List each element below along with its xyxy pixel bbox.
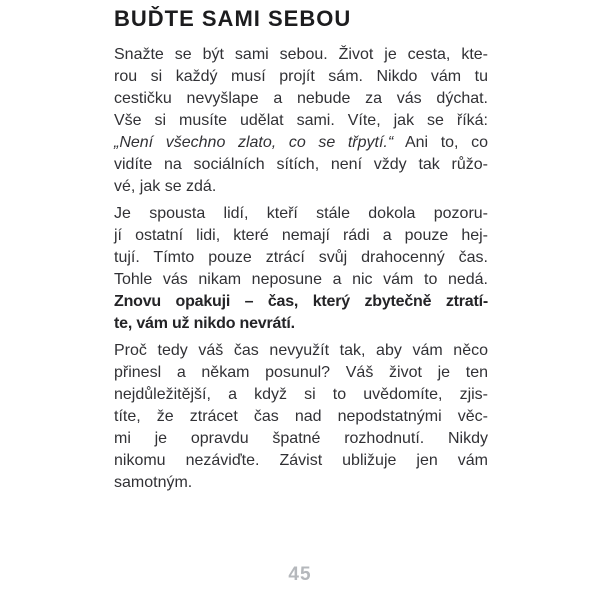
text-line xyxy=(114,132,488,154)
text-line xyxy=(114,88,488,110)
bold-text-run: Znovu opakuji – čas, který zbytečně ztratí- xyxy=(114,293,488,310)
bold-text-run: te, vám už nikdo nevrátí. xyxy=(114,315,295,332)
text-run: mi je opravdu špatné rozhodnutí. Nikdy xyxy=(114,430,488,447)
text-line xyxy=(114,340,488,362)
text-line xyxy=(114,66,488,88)
text-run: Tohle vás nikam neposune a nic vám to nedá. xyxy=(114,271,488,288)
text-line xyxy=(114,472,488,494)
text-run: títe, že ztrácet čas nad nepodstatnými věc- xyxy=(114,408,488,425)
chapter-title: BUĎTE SAMI SEBOU xyxy=(114,6,352,31)
text-run: rou si každý musí projít sám. Nikdo vám tu xyxy=(114,68,488,85)
page-content xyxy=(114,7,488,499)
text-run: tují. Tímto pouze ztrácí svůj drahocenný čas. xyxy=(114,249,488,266)
text-line xyxy=(114,203,488,225)
text-run: cestičku nevyšlape a nebude za vás dýchat. xyxy=(114,90,488,107)
paragraph-2 xyxy=(114,203,488,335)
paragraph-3 xyxy=(114,340,488,494)
italic-quote-run: „Není všechno zlato, co se třpytí.“ xyxy=(114,134,394,151)
page-number: 45 xyxy=(288,564,312,585)
text-run: vidíte na sociálních sítích, není vždy tak růžo- xyxy=(114,156,488,173)
text-line xyxy=(114,44,488,66)
text-line xyxy=(114,176,488,198)
text-run: Proč tedy váš čas nevyužít tak, aby vám něco xyxy=(114,342,488,359)
text-run: nikomu nezáviďte. Závist ubližuje jen vám xyxy=(114,452,488,469)
paragraph-1 xyxy=(114,44,488,198)
text-line-bold xyxy=(114,313,488,335)
text-run: Ani to, co xyxy=(393,134,488,151)
text-run: jí ostatní lidi, které nemají rádi a pouze hej- xyxy=(114,227,488,244)
text-line xyxy=(114,450,488,472)
text-run: Je spousta lidí, kteří stále dokola pozoru- xyxy=(114,205,488,222)
text-line xyxy=(114,225,488,247)
text-line-bold xyxy=(114,291,488,313)
text-line xyxy=(114,269,488,291)
text-run: samotným. xyxy=(114,474,193,491)
text-line xyxy=(114,110,488,132)
text-run: vé, jak se zdá. xyxy=(114,178,217,195)
text-line xyxy=(114,362,488,384)
text-line xyxy=(114,384,488,406)
text-run: Vše si musíte udělat sami. Víte, jak se říká: xyxy=(114,112,488,129)
text-line xyxy=(114,406,488,428)
text-run: nejdůležitější, a když si to uvědomíte, zjis- xyxy=(114,386,488,403)
text-run: Snažte se být sami sebou. Život je cesta, kte- xyxy=(114,46,488,63)
text-line xyxy=(114,247,488,269)
text-run: přinesl a někam posunul? Váš život je ten xyxy=(114,364,488,381)
text-line xyxy=(114,428,488,450)
text-line xyxy=(114,154,488,176)
